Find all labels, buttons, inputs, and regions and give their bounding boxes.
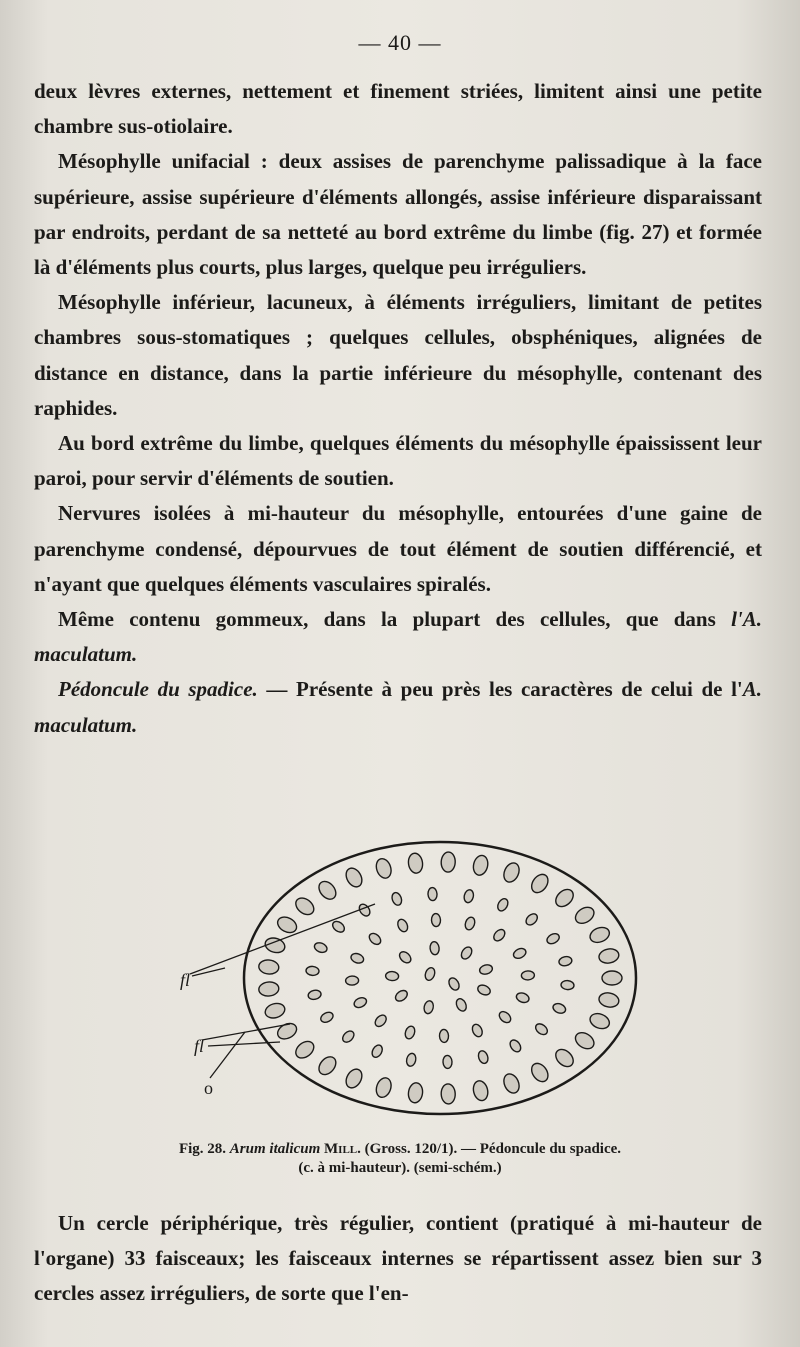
vascular-bundle (573, 1029, 597, 1052)
vascular-bundle (588, 1011, 612, 1031)
vascular-bundle (331, 919, 347, 934)
vascular-bundle (552, 1046, 576, 1070)
vascular-bundle (407, 852, 424, 874)
vascular-bundle (313, 941, 328, 954)
vascular-bundle (343, 1066, 365, 1090)
vascular-bundle (558, 955, 573, 966)
vascular-bundles (258, 852, 622, 1104)
figure-caption (0, 1140, 800, 1178)
species-ref: l'A. maculatum. (34, 607, 763, 667)
vascular-bundle (370, 1043, 384, 1059)
vascular-bundle (524, 912, 540, 928)
vascular-bundle (471, 1079, 489, 1102)
vascular-bundle (471, 854, 489, 877)
vascular-bundle (316, 878, 340, 902)
paragraph-2: Mésophylle unifacial : deux assises de parenchyme palissadique à la face supérieure, assise supérieure d'éléments allongés, assise inférieure disparaissant par endroits, perdant de sa netteté au bord extrême du limbe (fig. 27) et formée là d'éléments plus courts, plus larges, quelque peu irréguliers. (34, 149, 762, 280)
vascular-bundle (497, 1009, 513, 1024)
vascular-bundle (258, 981, 279, 997)
vascular-bundle (478, 963, 493, 975)
vascular-bundle (447, 976, 461, 992)
vascular-bundle (353, 996, 369, 1010)
body-text-continued (34, 1206, 762, 1312)
vascular-bundle (393, 988, 409, 1003)
vascular-bundle (350, 952, 365, 965)
vascular-bundle (439, 1029, 449, 1042)
caption-line-2: (c. à mi-hauteur). (semi-schém.) (298, 1160, 502, 1176)
vascular-bundle (459, 945, 474, 961)
vascular-bundle (501, 1071, 522, 1095)
caption-line-1 (0, 1140, 800, 1159)
paragraph-6 (34, 602, 762, 672)
section-outline (244, 842, 636, 1114)
vascular-bundle (598, 991, 620, 1009)
vascular-bundle (275, 1020, 299, 1042)
vascular-bundle (573, 904, 597, 927)
paragraph-7 (34, 672, 762, 742)
paragraph-7-text: — Présente à peu près les caractères de celui de l' (257, 677, 743, 702)
vascular-bundle (476, 983, 492, 996)
vascular-bundle (501, 860, 522, 884)
label-o: o (204, 1078, 213, 1098)
paragraph-6-text: Même contenu gommeux, dans la plupart des cellules, que dans (58, 607, 716, 632)
paragraph-1: deux lèvres externes, nettement et finement striées, limitent ainsi une petite chambre sus-otiolaire. (34, 79, 762, 139)
vascular-bundle (528, 871, 551, 895)
vascular-bundle (374, 1076, 394, 1099)
vascular-bundle (345, 976, 358, 986)
vascular-bundle (263, 1001, 286, 1020)
vascular-bundle (390, 891, 403, 906)
species-ref-2: A. maculatum. (34, 677, 763, 737)
vascular-bundle (428, 887, 438, 900)
vascular-bundle (512, 947, 528, 961)
vascular-bundle (602, 971, 622, 985)
vascular-bundle (293, 1038, 317, 1061)
vascular-bundle (258, 959, 279, 975)
caption-fig-number: Fig. 28. (178, 1141, 227, 1157)
vascular-bundle (307, 989, 322, 1000)
vascular-bundle (545, 932, 561, 946)
paragraph-4: Au bord extrême du limbe, quelques éléments du mésophylle épaississent leur paroi, pour servir d'éléments de soutien. (34, 431, 762, 491)
vascular-bundle (407, 1082, 424, 1104)
vascular-bundle (373, 1013, 388, 1029)
vascular-bundle (374, 857, 394, 880)
vascular-bundle (443, 1055, 453, 1068)
vascular-bundle (534, 1022, 550, 1037)
vascular-bundle (441, 852, 456, 873)
vascular-bundle (316, 1054, 340, 1078)
vascular-bundle (343, 865, 365, 889)
vascular-bundle (275, 914, 299, 936)
vascular-bundle (508, 1038, 523, 1054)
peduncle-cross-section-drawing (150, 826, 670, 1126)
vascular-bundle (367, 931, 383, 946)
vascular-bundle (385, 971, 399, 981)
vascular-bundle (496, 897, 510, 913)
vascular-bundle (404, 1025, 417, 1040)
figure (150, 826, 670, 1126)
vascular-bundle (319, 1010, 335, 1024)
caption-rest: (Gross. 120/1). — Pédoncule du spadice. (364, 1141, 622, 1157)
vascular-bundle (521, 971, 534, 981)
vascular-bundle (470, 1023, 484, 1039)
vascular-bundle (464, 916, 477, 931)
vascular-bundle (341, 1029, 357, 1045)
section-heading: Pédoncule du spadice. (58, 677, 258, 702)
paragraph-5: Nervures isolées à mi-hauteur du mésophylle, entourées d'une gaine de parenchyme condensé, dépourvues de tout élément de soutien différencié, et n'ayant que quelques éléments vasculaires spiralés. (34, 501, 762, 596)
page-number: — 40 — (358, 30, 442, 55)
vascular-bundle (552, 886, 576, 910)
vascular-bundle (561, 980, 575, 990)
paragraph-3: Mésophylle inférieur, lacuneux, à éléments irréguliers, limitant de petites chambres sous-stomatiques ; quelques cellules, obsphéniques, alignées de distance en distance, dans la partie inférieure du mésophylle, contenant des raphides. (34, 290, 762, 420)
vascular-bundle (431, 913, 441, 926)
vascular-bundle (293, 895, 317, 918)
vascular-bundle (552, 1002, 567, 1015)
vascular-bundle (477, 1049, 490, 1064)
vascular-bundle (397, 950, 413, 965)
vascular-bundle (306, 966, 320, 976)
vascular-bundle (424, 966, 437, 981)
vascular-bundle (396, 918, 410, 934)
vascular-bundle (598, 947, 620, 965)
vascular-bundle (588, 925, 612, 945)
vascular-bundle (429, 941, 439, 955)
caption-species: Arum italicum (229, 1141, 321, 1157)
vascular-bundle (454, 997, 468, 1013)
vascular-bundle (441, 1084, 456, 1105)
body-text (34, 74, 762, 743)
label-fl: fl (180, 970, 191, 990)
vascular-bundle (528, 1060, 551, 1084)
vascular-bundle (492, 927, 507, 943)
vascular-bundle (515, 991, 530, 1004)
caption-author: Mill. (324, 1141, 361, 1157)
paragraph-8: Un cercle périphérique, très régulier, contient (pratiqué à mi-hauteur de l'organe) 33 faisceaux; les faisceaux internes se répartissent assez bien sur 3 cercles assez irréguliers, de sorte que l'en- (34, 1211, 762, 1306)
vascular-bundle (463, 889, 475, 904)
vascular-bundle (423, 1000, 435, 1015)
vascular-bundle (405, 1052, 417, 1067)
label-fl-2: fl (194, 1036, 205, 1056)
